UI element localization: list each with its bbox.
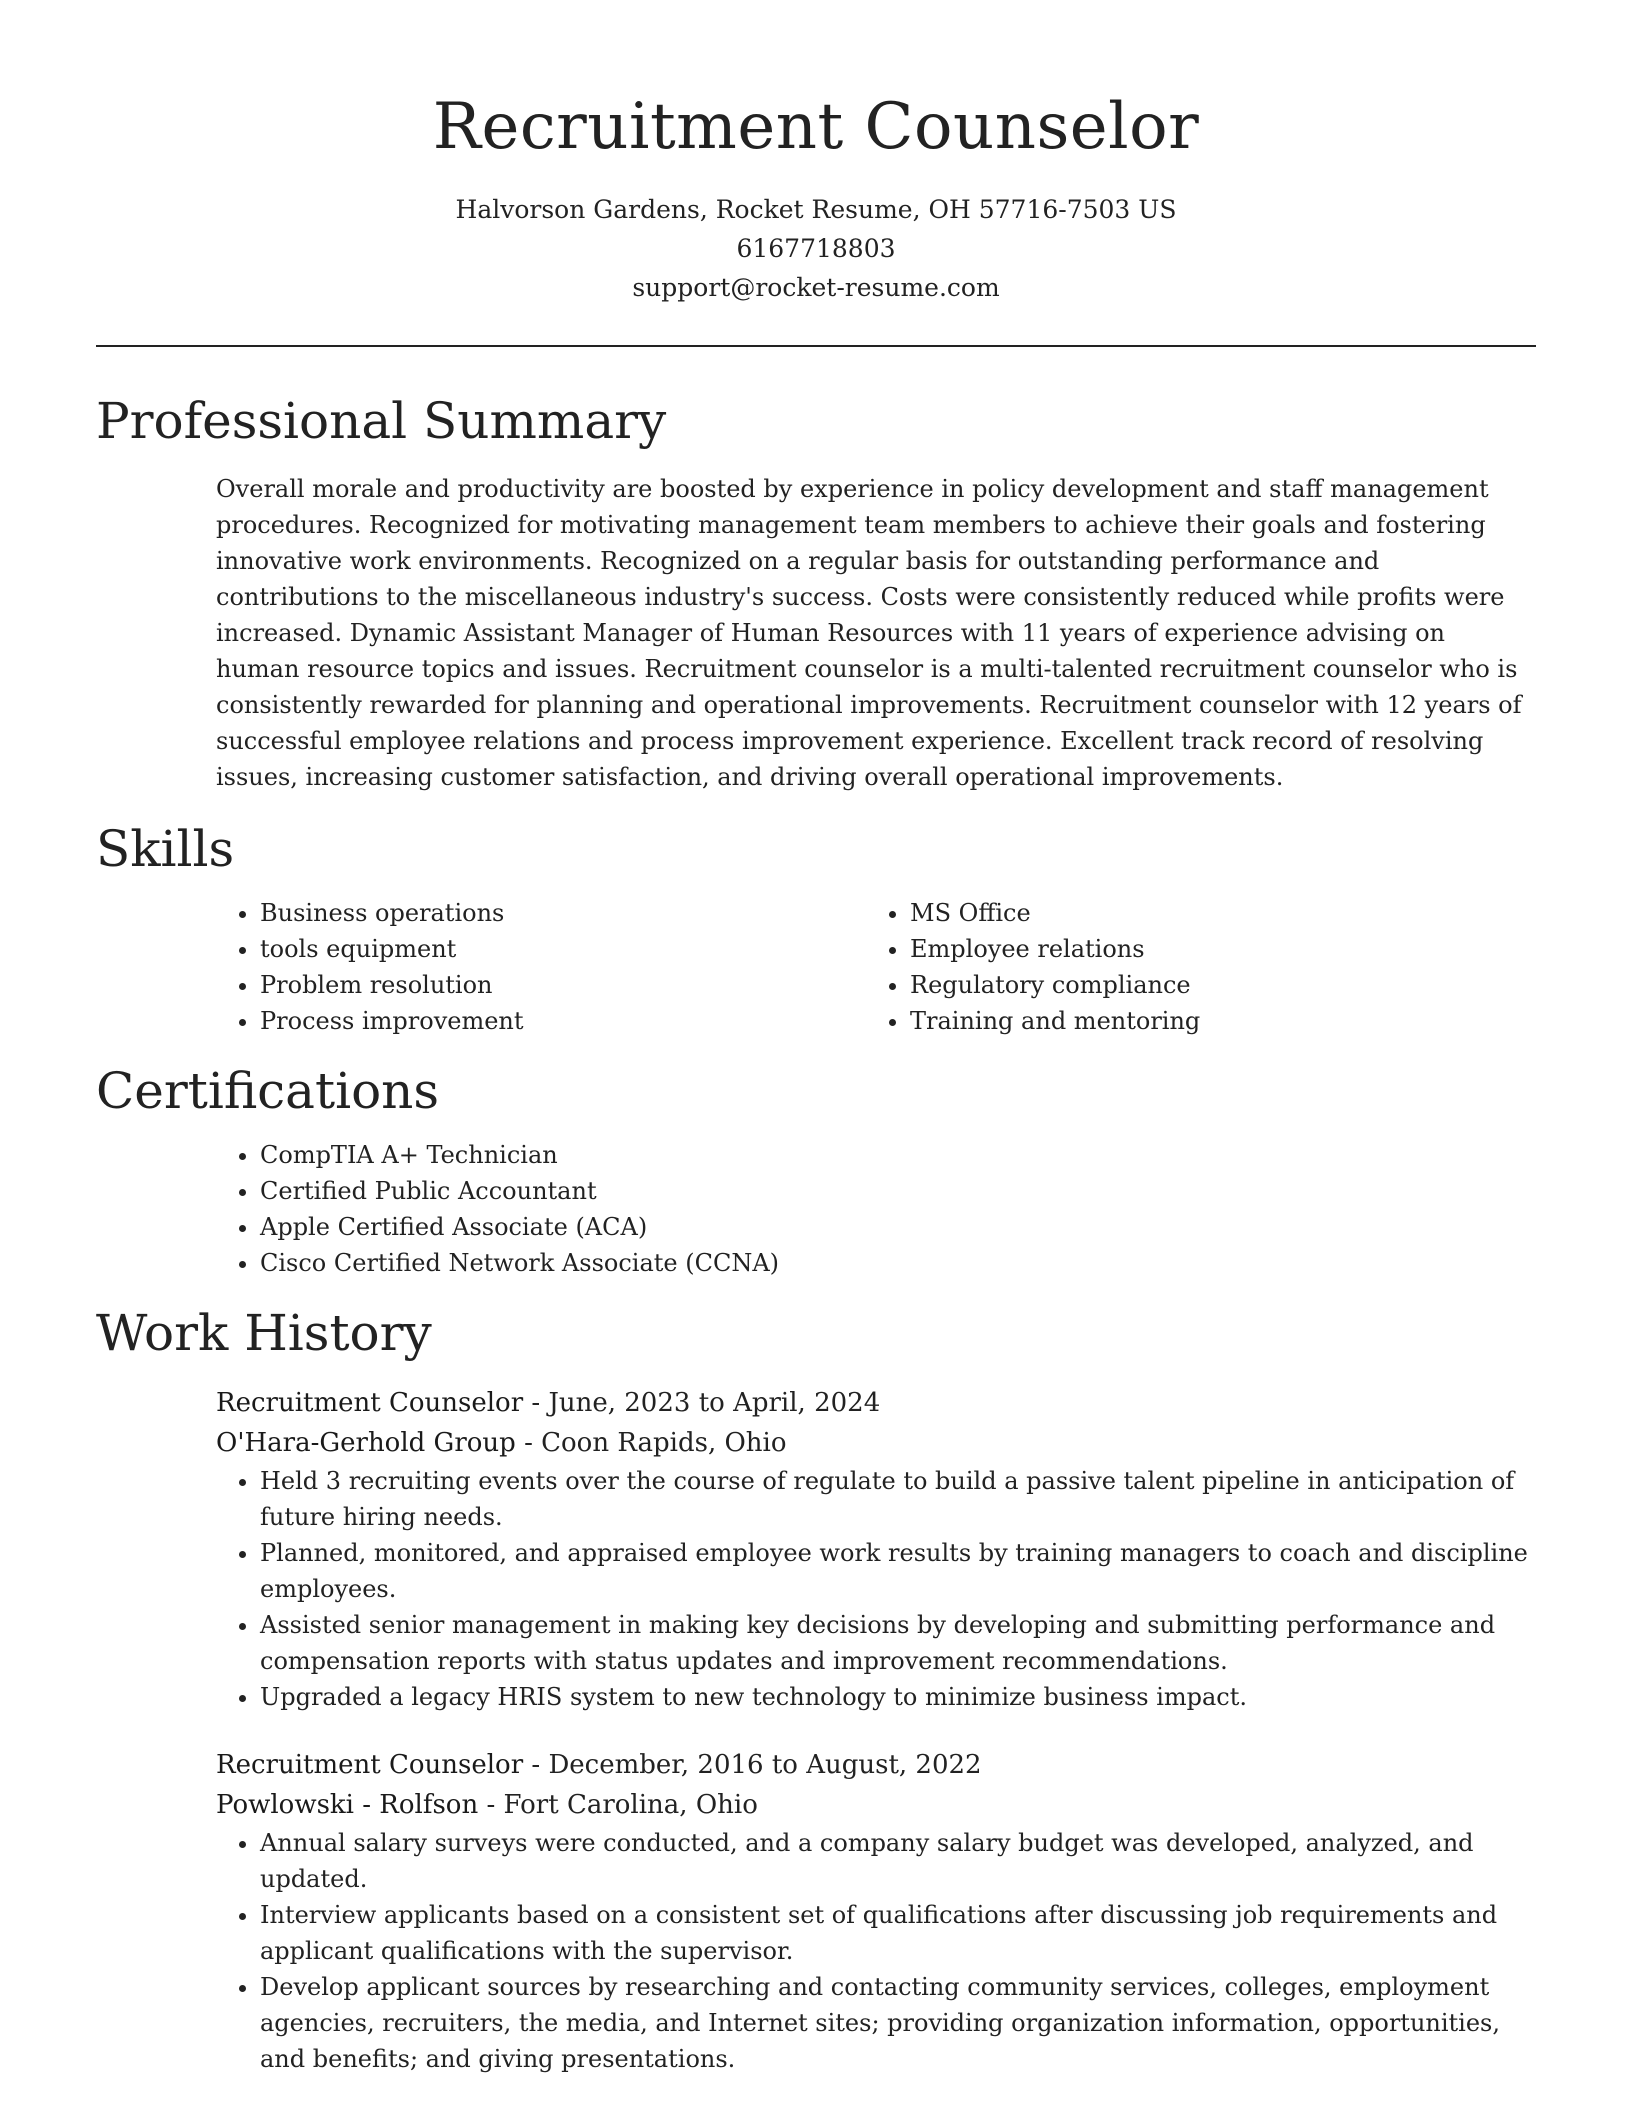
job-entry — [96, 1383, 1536, 1715]
skill-item: • MS Office — [910, 895, 1516, 931]
certifications-heading: Certifications — [96, 1062, 440, 1120]
job-bullet: • Planned, monitored, and appraised employee work results by training managers to coach and discipline employees. — [260, 1535, 1536, 1607]
summary-paragraph: Overall morale and productivity are boosted by experience in policy development and staff management procedures. Recognized for motivating management team members to achieve their goals and fostering innovative work environments. Recognized on a regular basis for outstanding performance and contributions to the miscellaneous industry's success. Costs were consistently reduced while profits were increased. Dynamic Assistant Manager of Human Resources with 11 years of experience advising on human resource topics and issues. Recruitment counselor is a multi-talented recruitment counselor who is consistently rewarded for planning and operational improvements. Recruitment counselor with 12 years of successful employee relations and process improvement experience. Excellent track record of resolving issues, increasing customer satisfaction, and driving overall operational improvements. — [216, 475, 1522, 791]
skill-item: • Problem resolution — [260, 967, 866, 1003]
certification-item: • Apple Certified Associate (ACA) — [260, 1209, 1536, 1245]
work-history-heading: Work History — [96, 1304, 432, 1362]
skills-grid — [96, 895, 1536, 1039]
job-location: - Coon Rapids, Ohio — [515, 1428, 787, 1458]
certification-item: • Certified Public Accountant — [260, 1173, 1536, 1209]
job-entry — [96, 1745, 1536, 2077]
job-company: O'Hara-Gerhold Group — [216, 1428, 516, 1458]
job-bullets — [216, 1463, 1536, 1715]
skill-item: • tools equipment — [260, 931, 866, 967]
certifications-block — [96, 1137, 1536, 1281]
job-bullet: • Held 3 recruiting events over the course of regulate to build a passive talent pipeline in anticipation of future hiring needs. — [260, 1463, 1536, 1535]
job-title-line — [216, 1383, 1536, 1423]
job-bullets — [216, 1825, 1536, 2077]
job-bullet: • Develop applicant sources by researching and contacting community services, colleges, employment agencies, recruiters, the media, and Internet sites; providing organization information, opportunities, and benefits; and giving presentations. — [260, 1969, 1536, 2077]
job-location: - Fort Carolina, Ohio — [478, 1790, 758, 1820]
certification-item: • Cisco Certified Network Associate (CCNA) — [260, 1245, 1536, 1281]
job-bullet: • Assisted senior management in making key decisions by developing and submitting performance and compensation reports with status updates and improvement recommendations. — [260, 1607, 1536, 1679]
skill-item: • Business operations — [260, 895, 866, 931]
skills-heading: Skills — [96, 820, 235, 878]
contact-block — [96, 190, 1536, 307]
job-dates: - June, 2023 to April, 2024 — [523, 1388, 881, 1418]
job-bullet: • Annual salary surveys were conducted, and a company salary budget was developed, analyzed, and updated. — [260, 1825, 1536, 1897]
job-dates: - December, 2016 to August, 2022 — [523, 1750, 982, 1780]
job-company-line — [216, 1423, 1536, 1463]
job-title-line — [216, 1745, 1536, 1785]
email-text: support@rocket-resume.com — [632, 273, 1000, 302]
certification-item: • CompTIA A+ Technician — [260, 1137, 1536, 1173]
skill-item: • Regulatory compliance — [910, 967, 1516, 1003]
job-role: Recruitment Counselor — [216, 1750, 524, 1780]
resume-page — [96, 0, 1536, 2077]
skill-item: • Training and mentoring — [910, 1003, 1516, 1039]
skill-item: • Employee relations — [910, 931, 1516, 967]
job-company-line — [216, 1785, 1536, 1825]
candidate-name: Recruitment Counselor — [432, 90, 1200, 164]
summary-heading: Professional Summary — [96, 392, 667, 450]
job-company: Powlowski - Rolfson — [216, 1790, 479, 1820]
job-bullet: • Upgraded a legacy HRIS system to new technology to minimize business impact. — [260, 1679, 1536, 1715]
job-role: Recruitment Counselor — [216, 1388, 524, 1418]
skills-list-left — [216, 895, 866, 1039]
certifications-list — [216, 1137, 1536, 1281]
phone-text: 6167718803 — [736, 234, 896, 263]
skills-list-right — [866, 895, 1516, 1039]
job-bullet: • Interview applicants based on a consistent set of qualifications after discussing job requirements and applicant qualifications with the supervisor. — [260, 1897, 1536, 1969]
skill-item: • Process improvement — [260, 1003, 866, 1039]
header-divider — [96, 345, 1536, 347]
address-text: Halvorson Gardens, Rocket Resume, OH 57716-7503 US — [455, 195, 1177, 224]
resume-header — [96, 0, 1536, 307]
